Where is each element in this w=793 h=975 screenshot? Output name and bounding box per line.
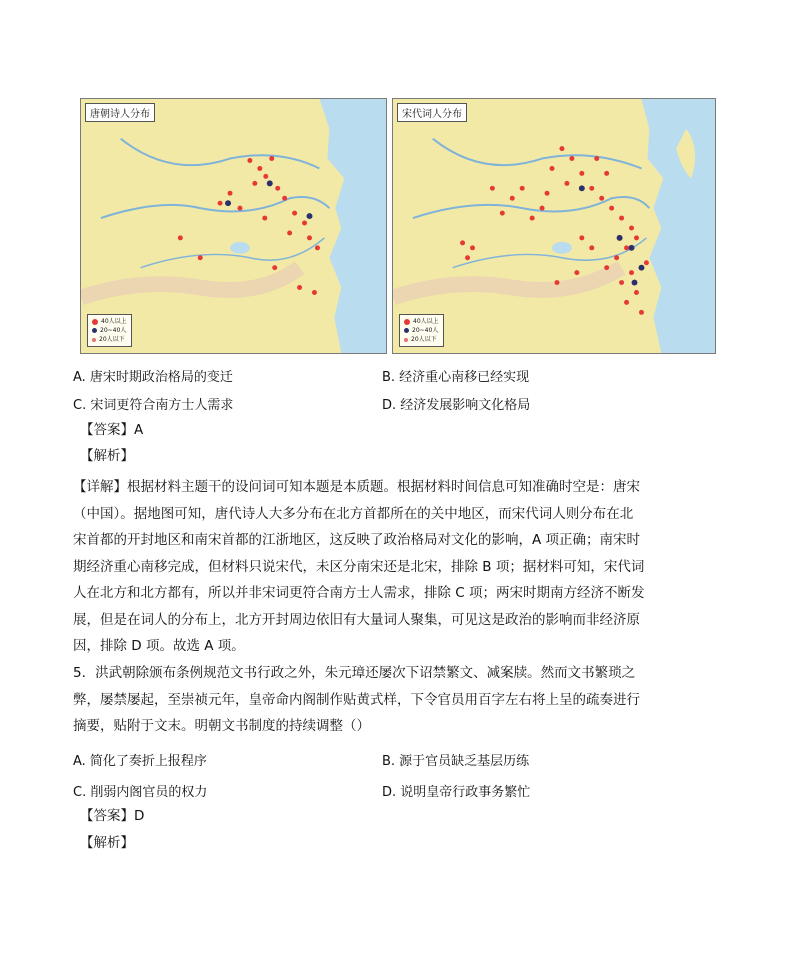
legend-label: 20人以下 [411,336,437,343]
q4-option-d: D. 经济发展影响文化格局 [382,398,531,413]
legend-medium-dot-icon [404,328,409,333]
song-map-title: 宋代词人分布 [397,103,467,122]
q4-detail-line: （中国）。据地图可知，唐代诗人大多分布在北方首都所在的关中地区，而宋代词人则分布在北 [73,505,634,522]
q5-option-d: D. 说明皇帝行政事务繁忙 [382,785,531,800]
q4-option-b: B. 经济重心南移已经实现 [382,370,530,385]
q4-analysis-label: 【解析】 [80,448,134,464]
q5-option-b: B. 源于官员缺乏基层历练 [382,754,530,769]
q4-detail-line: 人在北方和北方都有，所以并非宋词更符合南方士人需求，排除 C 项；两宋时期南方经济不断发 [73,585,645,601]
legend-label: 20人以下 [99,336,125,343]
legend-medium-dot-icon [92,328,97,333]
q5-option-c: C. 削弱内阁官员的权力 [73,785,208,800]
map-figure [80,98,716,354]
q5-option-a: A. 简化了奏折上报程序 [73,754,207,769]
legend-large-dot-icon [92,319,98,325]
q4-detail-line: 展，但是在词人的分布上，北方开封周边依旧有大量词人聚集，可见这是政治的影响而非经济原 [73,611,640,628]
q4-answer: 【答案】A [80,422,144,438]
legend-large-dot-icon [404,319,410,325]
q4-option-a: A. 唐宋时期政治格局的变迁 [73,370,233,385]
song-map-legend [399,314,444,347]
tang-map-title: 唐朝诗人分布 [85,103,155,122]
q4-detail-line: 因，排除 D 项。故选 A 项。 [73,638,245,654]
q5-stem-line: 摘要，贴附于文末。明朝文书制度的持续调整（） [73,718,370,734]
legend-label: 20~40人 [412,327,439,334]
tang-map-legend [87,314,132,347]
q5-stem [73,660,665,740]
q4-option-c: C. 宋词更符合南方士人需求 [73,398,234,413]
legend-small-dot-icon [92,338,96,342]
q4-detail-line: 宋首都的开封地区和南宋首都的江浙地区，这反映了政治格局对文化的影响，A 项正确；南宋时 [73,532,641,548]
legend-label: 20~40人 [100,327,127,334]
q5-stem-line: 弊，屡禁屡起，至崇祯元年，皇帝命内阁制作贴黄式样，下令官员用百字左右将上呈的疏奏进行 [73,691,640,708]
q5-stem-line: 5．洪武朝除颁布条例规范文书行政之外，朱元璋还屡次下诏禁繁文、减案牍。然而文书繁琐之 [73,665,636,681]
q4-detail-line: 【详解】根据材料主题干的设问词可知本题是本质题。根据材料时间信息可知准确时空是：唐宋 [73,479,640,495]
q5-answer: 【答案】D [80,808,145,824]
legend-label: 40人以上 [101,318,127,325]
legend-small-dot-icon [404,338,408,342]
tang-poets-map [80,98,387,354]
legend-label: 40人以上 [413,318,439,325]
q5-analysis-label: 【解析】 [80,835,134,851]
song-ci-poets-map [392,98,716,354]
q4-detail [73,474,665,660]
q4-detail-line: 期经济重心南移完成，但材料只说宋代，未区分南宋还是北宋，排除 B 项；据材料可知，宋代词 [73,558,645,575]
